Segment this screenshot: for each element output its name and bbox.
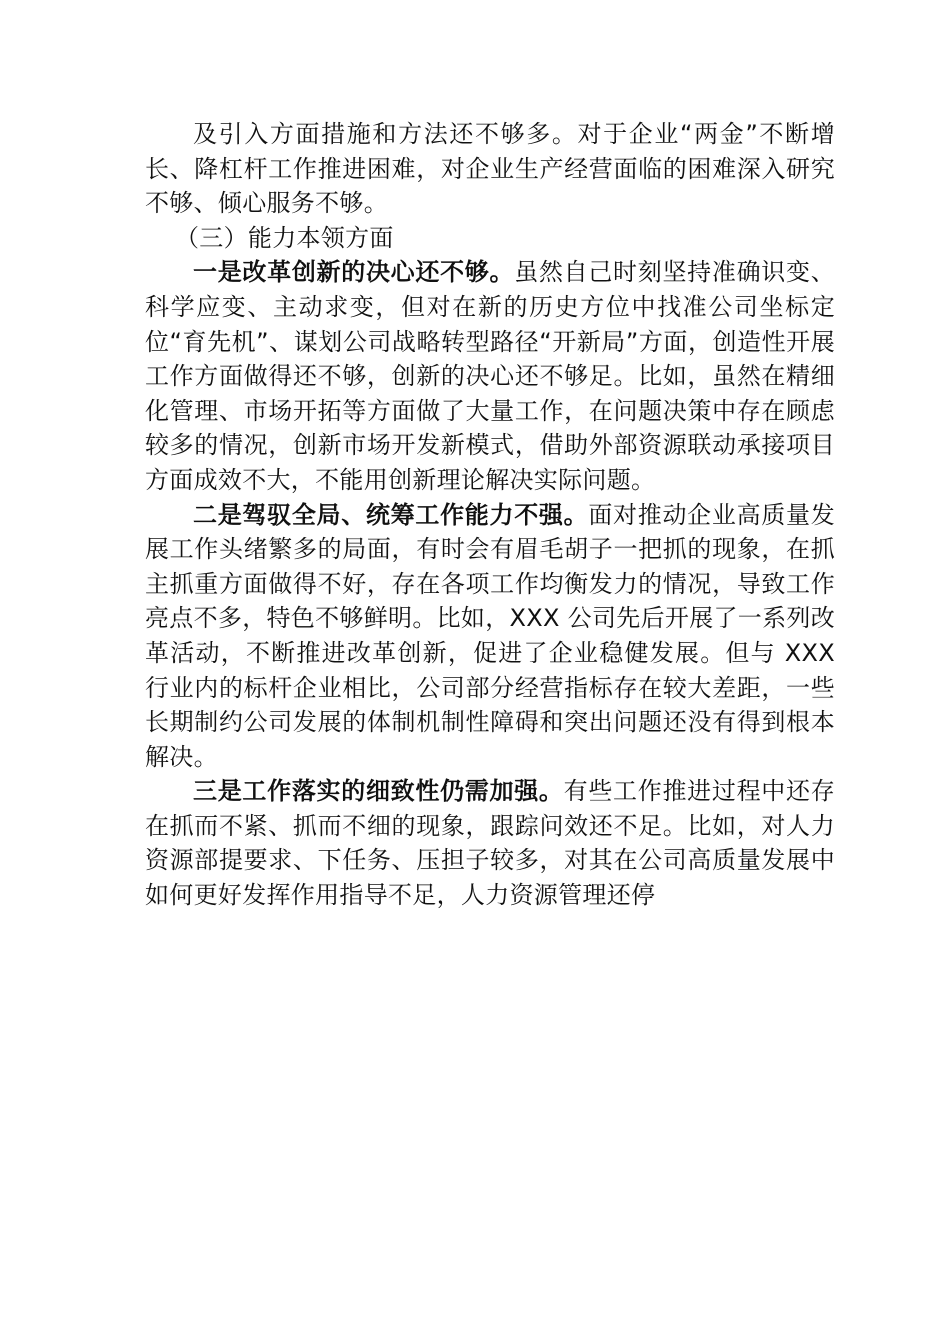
- paragraph-work-implementation: [145, 774, 835, 912]
- paragraph-body: 面对推动企业高质量发展工作头绪繁多的局面，有时会有眉毛胡子一把抓的现象，在抓主抓重方面做得不好，存在各项工作均衡发力的情况，导致工作亮点不多，特色不够鲜明。比如，XXX 公司先后开展了一系列改革活动，不断推进改革创新，促进了企业稳健发展。但与 XXX 行业内的标杆企业相比，公司部分经营指标存在较大差距，一些长期制约公司发展的体制机制性障碍和突出问题还没有得到根本解决。: [145, 500, 835, 771]
- paragraph-lead: 三是工作落实的细致性仍需加强。: [193, 777, 564, 806]
- paragraph-lead: 二是驾驭全局、统筹工作能力不强。: [193, 500, 589, 529]
- paragraph-body: 虽然自己时刻坚持准确识变、科学应变、主动求变，但对在新的历史方位中找准公司坐标定位“育先机”、谋划公司战略转型路径“开新局”方面，创造性开展工作方面做得还不够，创新的决心还不够足。比如，虽然在精细化管理、市场开拓等方面做了大量工作，在问题决策中存在顾虑较多的情况，创新市场开发新模式，借助外部资源联动承接项目方面成效不大，不能用创新理论解决实际问题。: [145, 258, 835, 494]
- paragraph-continuation: 及引入方面措施和方法还不够多。对于企业“两金”不断增长、降杠杆工作推进困难，对企业生产经营面临的困难深入研究不够、倾心服务不够。: [145, 120, 835, 218]
- section-heading: （三）能力本领方面: [175, 223, 394, 252]
- paragraph-lead: 一是改革创新的决心还不够。: [193, 258, 515, 287]
- document-page: [145, 117, 835, 913]
- paragraph-overall-coordination: [145, 498, 835, 775]
- paragraph-reform-innovation: [145, 255, 835, 497]
- paragraph-body: 有些工作推进过程中还存在抓而不紧、抓而不细的现象，跟踪问效还不足。比如，对人力资源部提要求、下任务、压担子较多，对其在公司高质量发展中如何更好发挥作用指导不足，人力资源管理还停: [145, 777, 835, 910]
